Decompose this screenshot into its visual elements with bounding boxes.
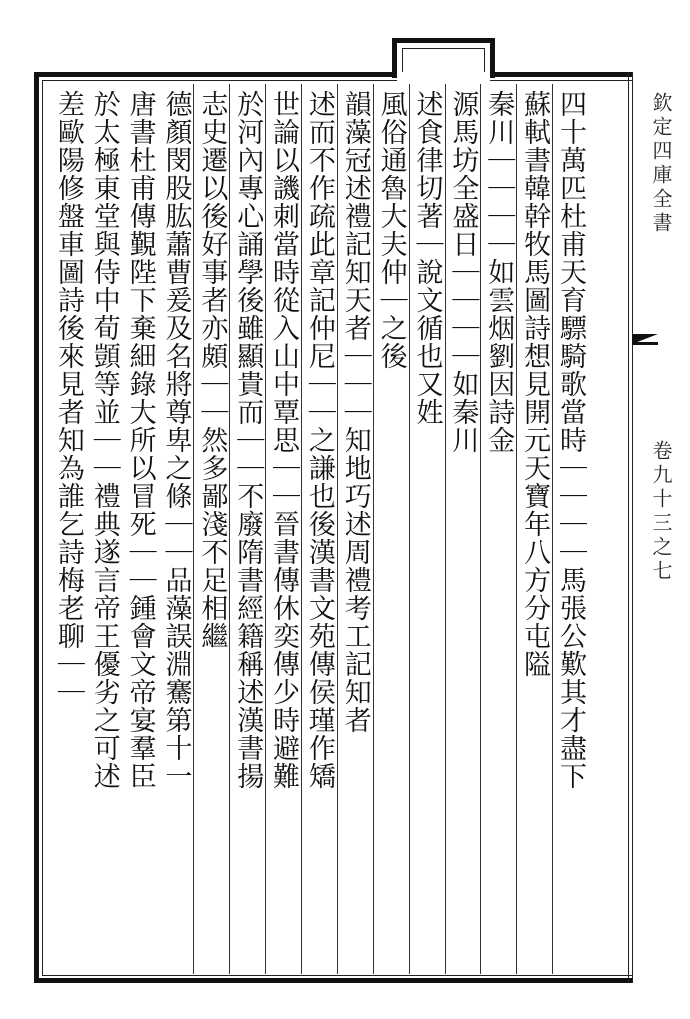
text-column-3: 秦川｜｜｜｜如雲烟劉因詩金 — [483, 90, 515, 454]
text-column-11: 志史遷以後好事者亦頗｜｜然多鄙淺不足相繼 — [196, 90, 228, 650]
text-column-12: 德顏閔股肱蕭曹爰及名將尊卑之條｜｜品藻誤淵騫第十一 — [160, 90, 192, 790]
text-column-8: 述而不作疏此章記仲尼｜｜之謙也後漢書文苑傳侯瑾作矯 — [303, 90, 335, 790]
text-column-7: 韻藻冠述禮記知天者｜｜｜知地巧述周禮考工記知者 — [339, 90, 371, 734]
text-column-10: 於河內專心誦學後雖顯貴而｜｜不廢隋書經籍稱述漢書揚 — [232, 90, 264, 790]
book-title: 欽定四庫全書 — [649, 92, 673, 236]
text-column-14: 於太極東堂與侍中荀顗等並｜｜禮典遂言帝王優劣之可述 — [88, 90, 120, 790]
text-column-9: 世論以譏刺當時從入山中覃思｜｜晉書傳休奕傳少時避難 — [268, 90, 300, 790]
gutter-divider-inner — [628, 72, 629, 983]
text-column-6: 風俗通魯大夫仲｜之後 — [375, 90, 407, 370]
fish-tail-bar — [632, 342, 658, 345]
gutter-divider — [632, 72, 633, 983]
text-column-15: 差歐陽修盤車圖詩後來見者知為誰乞詩梅老聊｜｜ — [52, 90, 84, 706]
volume-label: 卷九十三之七 — [649, 440, 673, 584]
text-column-2: 蘇軾書韓幹牧馬圖詩想見開元天寶年八方分屯隘 — [519, 90, 551, 678]
text-column-1: 四十萬匹杜甫天育驃騎歌當時｜｜｜｜馬張公歎其才盡下 — [554, 90, 586, 790]
heading-tab-gap — [397, 72, 490, 84]
text-column-13: 唐書杜甫傳覲陛下棄細錄大所以冒死｜｜鍾會文帝宴羣臣 — [124, 90, 156, 790]
text-column-5: 述食律切著｜說文循也又姓 — [411, 90, 443, 426]
text-column-4: 源馬坊全盛日｜｜｜｜如秦川 — [447, 90, 479, 454]
